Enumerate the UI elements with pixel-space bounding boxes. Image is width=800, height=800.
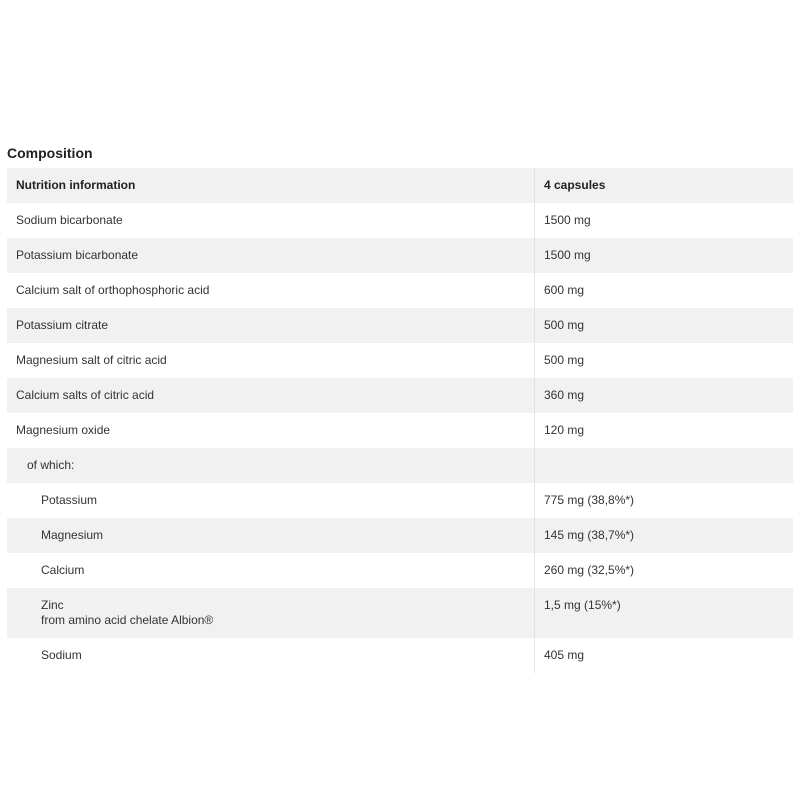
header-amount: 4 capsules — [535, 168, 794, 203]
table-row — [7, 518, 793, 553]
section-title: Composition — [7, 145, 93, 161]
row-amount: 360 mg — [535, 378, 794, 413]
row-name: Sodium bicarbonate — [16, 213, 123, 227]
row-amount: 120 mg — [535, 413, 794, 448]
table-row — [7, 413, 793, 448]
row-amount: 1500 mg — [535, 238, 794, 273]
table-row — [7, 553, 793, 588]
row-amount: 405 mg — [535, 638, 794, 673]
row-amount: 600 mg — [535, 273, 794, 308]
row-amount: 145 mg (38,7%*) — [535, 518, 794, 553]
row-amount: 1500 mg — [535, 203, 794, 238]
composition-table — [7, 168, 793, 673]
row-name: Sodium — [41, 648, 82, 662]
table-row — [7, 343, 793, 378]
row-name-line2: from amino acid chelate Albion® — [41, 613, 214, 627]
table-row — [7, 308, 793, 343]
table-row — [7, 378, 793, 413]
row-name: Magnesium salt of citric acid — [16, 353, 167, 367]
row-name: Calcium salt of orthophosphoric acid — [16, 283, 210, 297]
row-name: Magnesium — [41, 528, 104, 542]
row-amount: 775 mg (38,8%*) — [535, 483, 794, 518]
row-name: Potassium citrate — [16, 318, 109, 332]
row-name: Potassium — [41, 493, 98, 507]
row-amount: 500 mg — [535, 343, 794, 378]
table-row — [7, 638, 793, 673]
row-name: Calcium — [41, 563, 85, 577]
row-amount: 260 mg (32,5%*) — [535, 553, 794, 588]
row-amount: 1,5 mg (15%*) — [535, 588, 794, 638]
row-name-line1: Zinc — [41, 598, 64, 612]
row-name: Potassium bicarbonate — [16, 248, 139, 262]
table-row — [7, 203, 793, 238]
table-row-subheading — [7, 448, 793, 483]
row-name — [7, 588, 535, 638]
table-row — [7, 588, 793, 638]
table-row — [7, 238, 793, 273]
table-row — [7, 483, 793, 518]
table-row — [7, 273, 793, 308]
row-name: Magnesium oxide — [16, 423, 111, 437]
table-header-row — [7, 168, 793, 203]
row-amount — [535, 448, 794, 483]
row-name: of which: — [27, 458, 75, 472]
row-amount: 500 mg — [535, 308, 794, 343]
header-name: Nutrition information — [16, 178, 136, 192]
row-name: Calcium salts of citric acid — [16, 388, 155, 402]
